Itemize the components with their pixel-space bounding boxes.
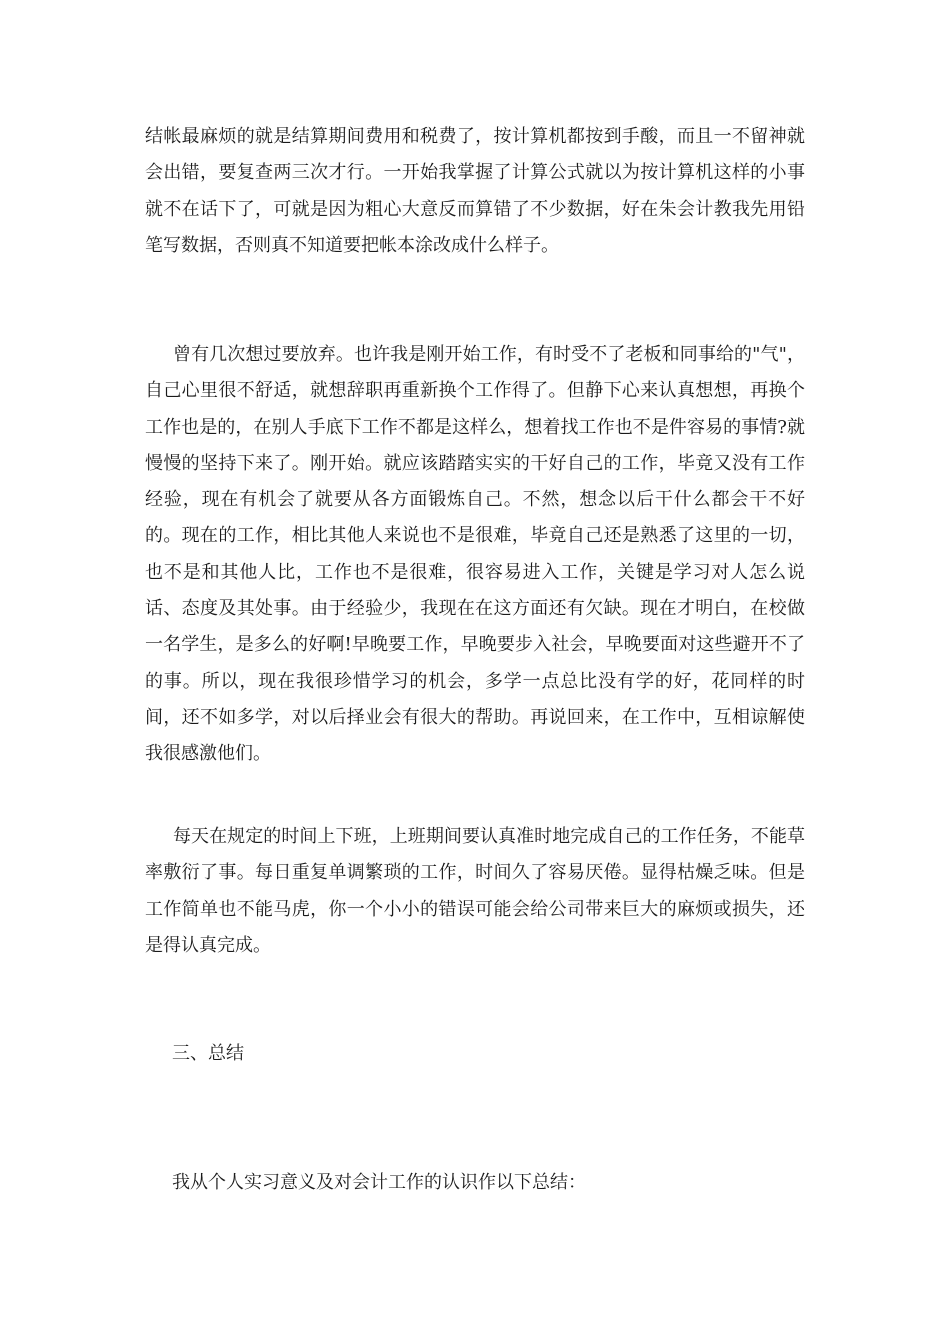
paragraph-summary-intro: 我从个人实习意义及对会计工作的认识作以下总结： — [172, 1172, 586, 1193]
paragraph-settlement: 结帐最麻烦的就是结算期间费用和税费了，按计算机都按到手酸，而且一不留神就会出错，要复查两三次才行。一开始我掌握了计算公式就以为按计算机这样的小事就不在话下了，可就是因为粗心大意反而算错了不少数据，好在朱会计教我先用铅笔写数据，否则真不知道要把帐本涂改成什么样子。 — [145, 126, 805, 256]
paragraph-daily-work: 每天在规定的时间上下班，上班期间要认真准时地完成自己的工作任务，不能草率敷衍了事。每日重复单调繁琐的工作，时间久了容易厌倦。显得枯燥乏味。但是工作简单也不能马虎，你一个小小的错误可能会给公司带来巨大的麻烦或损失，还是得认真完成。 — [145, 826, 805, 956]
paragraph-persistence: 曾有几次想过要放弃。也许我是刚开始工作，有时受不了老板和同事给的"气"，自己心里很不舒适，就想辞职再重新换个工作得了。但静下心来认真想想，再换个工作也是的，在别人手底下工作不都是这样么，想着找工作也不是件容易的事情?就慢慢的坚持下来了。刚开始。就应该踏踏实实的干好自己的工作，毕竟又没有工作经验，现在有机会了就要从各方面锻炼自己。不然，想念以后干什么都会干不好的。现在的工作，相比其他人来说也不是很难，毕竟自己还是熟悉了这里的一切，也不是和其他人比，工作也不是很难，很容易进入工作，关键是学习对人怎么说话、态度及其处事。由于经验少，我现在在这方面还有欠缺。现在才明白，在校做一名学生，是多么的好啊!早晚要工作，早晚要步入社会，早晚要面对这些避开不了的事。所以，现在我很珍惜学习的机会，多学一点总比没有学的好，花同样的时间，还不如多学，对以后择业会有很大的帮助。再说回来，在工作中，互相谅解使我很感激他们。 — [145, 344, 805, 765]
section-heading-summary: 三、总结 — [172, 1043, 244, 1064]
